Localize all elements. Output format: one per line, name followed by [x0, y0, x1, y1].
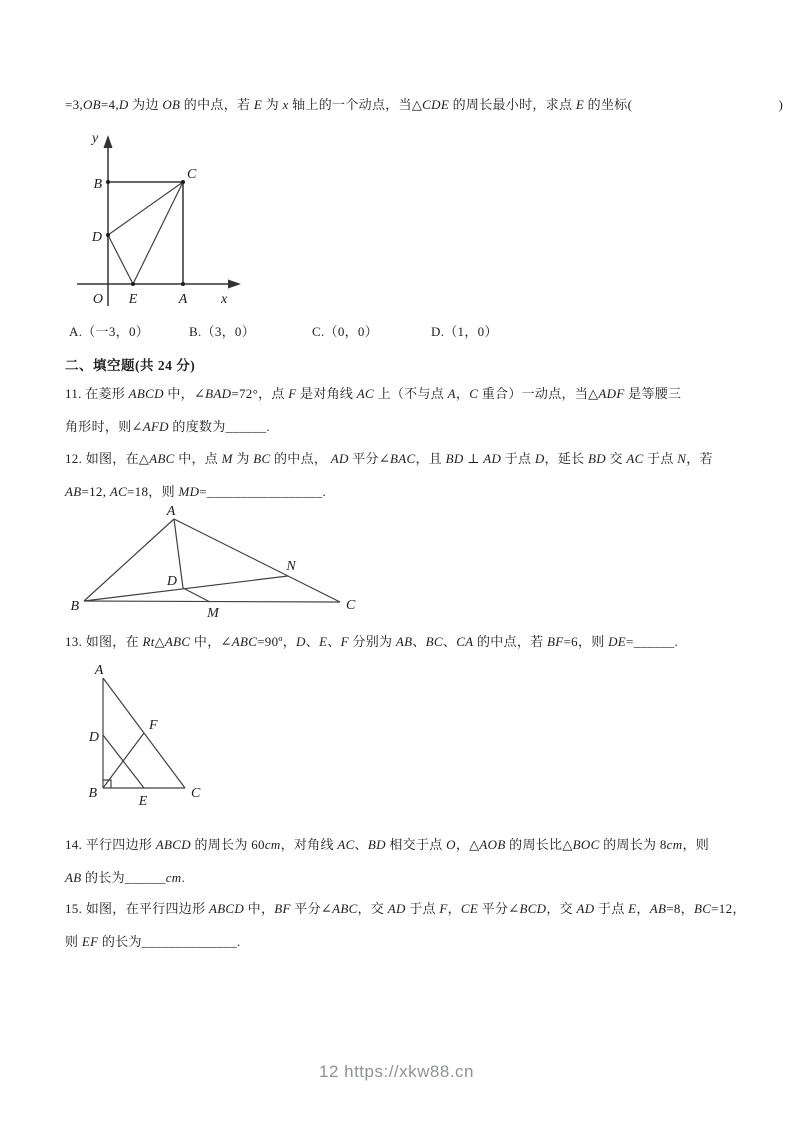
- label-F: F: [149, 718, 158, 733]
- label-B: B: [88, 786, 97, 801]
- x-axis-arrow-icon: [228, 280, 241, 289]
- q12-figure: [70, 503, 358, 623]
- point-A-dot: [181, 282, 185, 286]
- q12-line2: AB=12, AC=18，则 MD=_________________.: [65, 484, 327, 499]
- point-D-dot: [106, 233, 110, 237]
- label-A: A: [166, 504, 176, 519]
- label-B: B: [70, 599, 79, 614]
- label-C: C: [346, 598, 356, 613]
- label-A: A: [178, 292, 188, 307]
- y-axis-arrow-icon: [104, 135, 113, 148]
- label-D: D: [91, 230, 102, 245]
- q11-line2: 角形时，则∠AFD 的度数为______.: [65, 419, 270, 434]
- segment-DE: [108, 235, 133, 284]
- q11-line1: 11. 在菱形 ABCD 中，∠BAD=72°，点 F 是对角线 AC 上（不与点 A，C 重合）一动点，当△ADF 是等腰三: [65, 386, 682, 401]
- q15-line2: 则 EF 的长为______________.: [65, 934, 241, 949]
- q10-options: [65, 315, 765, 348]
- footer-link[interactable]: 12 https://xkw88.cn: [318, 1062, 475, 1081]
- label-y: y: [92, 131, 99, 146]
- option-d[interactable]: D.（1，0）: [431, 324, 498, 339]
- option-a[interactable]: A.（一3，0）: [69, 324, 150, 339]
- label-M: M: [207, 606, 219, 621]
- q13-figure: [85, 663, 220, 815]
- segment-BC: [84, 601, 340, 602]
- segment-DM: [183, 588, 210, 602]
- segment-AB: [84, 519, 174, 601]
- q10-figure: [75, 128, 257, 314]
- label-N: N: [286, 559, 296, 574]
- label-x: x: [221, 292, 228, 307]
- label-D: D: [88, 730, 99, 745]
- q14-line1: 14. 平行四边形 ABCD 的周长为 60cm，对角线 AC、BD 相交于点 O，△AOB 的周长比△BOC 的周长为 8cm，则: [65, 837, 710, 852]
- section-title: 二、填空题(共 24 分): [65, 358, 196, 373]
- label-C: C: [187, 167, 197, 182]
- q13-line1: 13. 如图，在 Rt△ABC 中，∠ABC=90º，D、E、F 分别为 AB、BC、CA 的中点，若 BF=6，则 DE=______.: [65, 634, 679, 649]
- label-E: E: [128, 292, 138, 307]
- label-B: B: [93, 177, 102, 192]
- point-E-dot: [131, 282, 135, 286]
- label-C: C: [191, 786, 201, 801]
- q14-line2: AB 的长为______cm.: [65, 870, 186, 885]
- point-B-dot: [106, 180, 110, 184]
- segment-BN: [84, 576, 288, 601]
- label-A: A: [94, 663, 104, 678]
- segment-EC: [133, 182, 183, 284]
- label-O: O: [92, 292, 103, 307]
- q15-line1: 15. 如图，在平行四边形 ABCD 中，BF 平分∠ABC，交 AD 于点 F，CE 平分∠BCD，交 AD 于点 E，AB=8，BC=12，: [65, 901, 746, 916]
- point-C-dot: [181, 180, 185, 184]
- segment-DC: [108, 182, 183, 235]
- option-c[interactable]: C.（0，0）: [312, 324, 379, 339]
- label-D: D: [166, 574, 177, 589]
- segment-AC: [174, 519, 340, 602]
- q10-stem: =3,OB=4,D 为边 OB 的中点，若 E 为 x 轴上的一个动点，当△CDE 的周长最小时，求点 E 的坐标( ): [65, 97, 784, 112]
- q12-line1: 12. 如图，在△ABC 中，点 M 为 BC 的中点， AD 平分∠BAC，且 BD ⊥ AD 于点 D，延长 BD 交 AC 于点 N，若: [65, 451, 713, 466]
- label-E: E: [138, 794, 148, 809]
- option-b[interactable]: B.（3，0）: [189, 324, 256, 339]
